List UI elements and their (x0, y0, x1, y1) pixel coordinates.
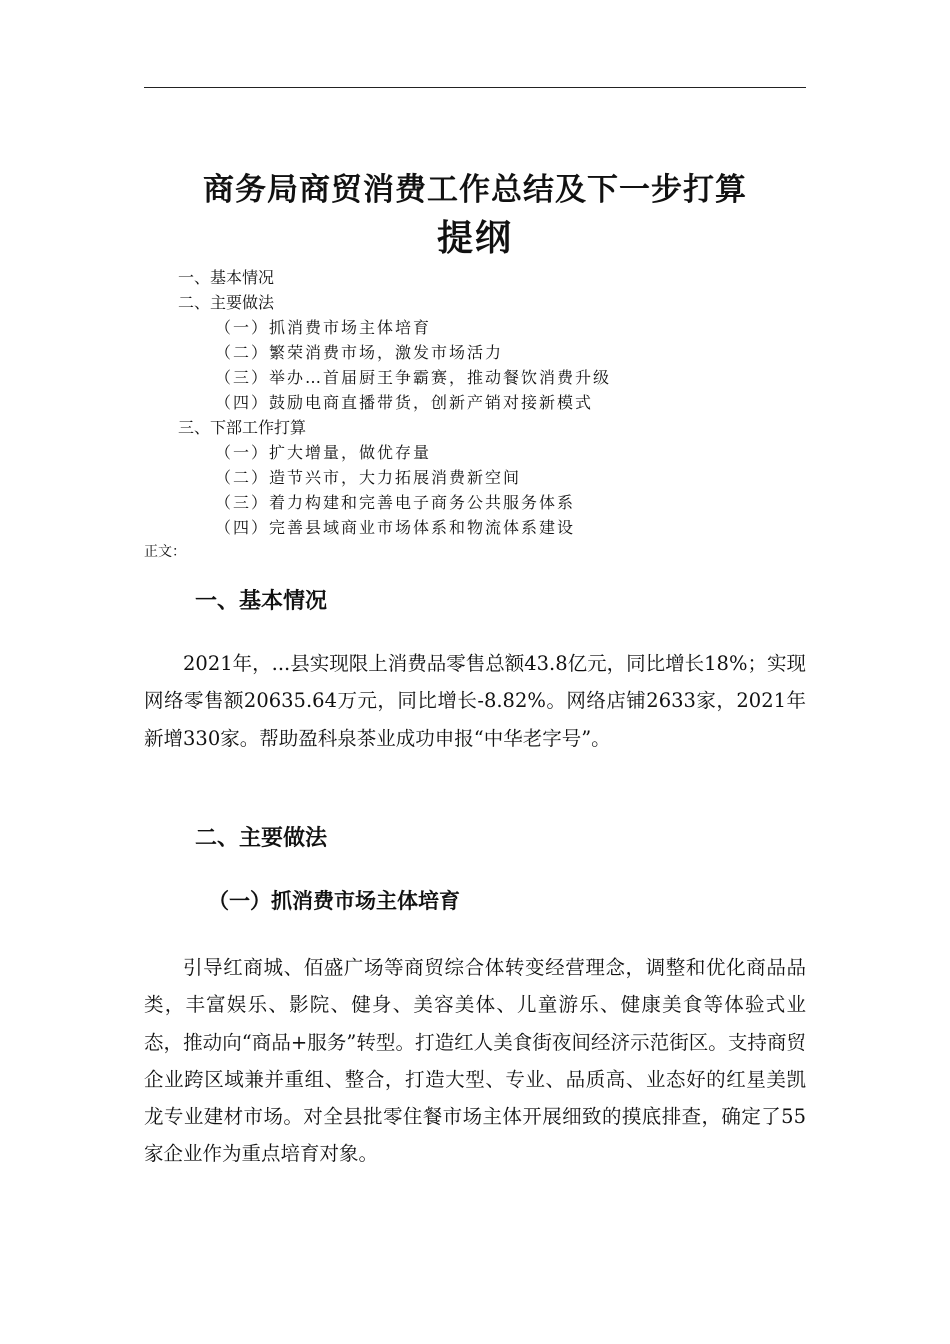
outline-subitem: （三）举办…首届厨王争霸赛，推动餐饮消费升级 (215, 368, 612, 387)
outline-item: 二、主要做法 (178, 293, 275, 312)
outline-subitem: （四）完善县域商业市场体系和物流体系建设 (215, 518, 576, 537)
subsection-heading-market-entities: （一）抓消费市场主体培育 (208, 888, 460, 913)
section-heading-basic: 一、基本情况 (195, 589, 328, 614)
outline-subitem: （三）着力构建和完善电子商务公共服务体系 (215, 493, 576, 512)
document-subtitle: 提纲 (436, 218, 513, 259)
header-rule (144, 87, 806, 88)
outline-subitem: （二）繁荣消费市场，激发市场活力 (215, 343, 504, 362)
outline-subitem: （二）造节兴市，大力拓展消费新空间 (215, 468, 522, 487)
document-title: 商务局商贸消费工作总结及下一步打算 (203, 172, 747, 208)
outline-subitem: （四）鼓励电商直播带货，创新产销对接新模式 (215, 393, 594, 412)
paragraph-basic-situation: 2021年，...县实现限上消费品零售总额43.8亿元，同比增长18%；实现网络零售额20635.64万元，同比增长-8.82%。网络店铺2633家，2021年新增330家。帮助盈科泉茶业成功申报“中华老字号”。 (144, 652, 806, 750)
paragraph-market-entities: 引导红商城、佰盛广场等商贸综合体转变经营理念，调整和优化商品品类，丰富娱乐、影院、健身、美容美体、儿童游乐、健康美食等体验式业态，推动向“商品+服务”转型。打造红人美食街夜间经济示范街区。支持商贸企业跨区域兼并重组、整合，打造大型、专业、品质高、业态好的红星美凯龙专业建材市场。对全县批零住餐市场主体开展细致的摸底排查，确定了55家企业作为重点培育对象。 (144, 956, 806, 1166)
section-heading-main-practices: 二、主要做法 (195, 826, 328, 851)
body-label: 正文： (144, 544, 186, 560)
outline-item: 一、基本情况 (178, 268, 275, 287)
outline-subitem: （一）抓消费市场主体培育 (215, 318, 432, 337)
outline-item: 三、下部工作打算 (178, 418, 307, 437)
outline-subitem: （一）扩大增量，做优存量 (215, 443, 432, 462)
